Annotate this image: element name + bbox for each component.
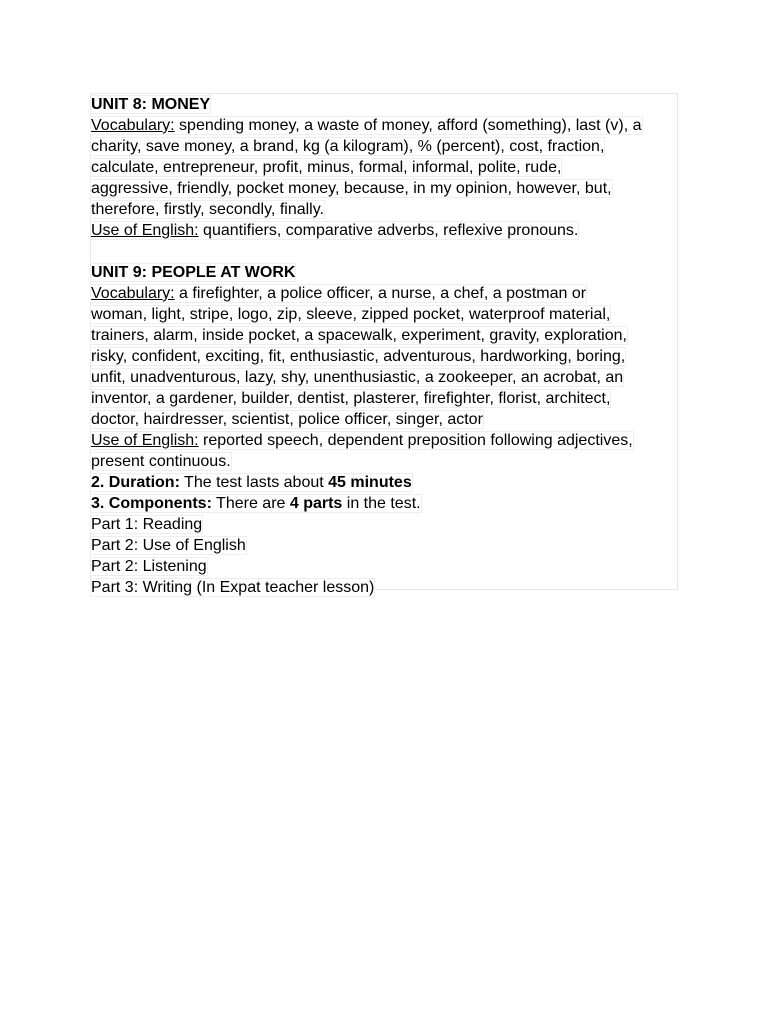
unit8-title: UNIT 8: MONEY — [91, 96, 211, 113]
unit8-vocab-text: aggressive, friendly, pocket money, because, in my opinion, however, but, — [91, 180, 612, 197]
unit9-vocab-line — [91, 346, 625, 367]
unit9-vocab-text: woman, light, stripe, logo, zip, sleeve, zipped pocket, waterproof material, — [91, 306, 611, 323]
part-item-text: Part 3: Writing (In Expat teacher lesson) — [91, 579, 375, 596]
components-text: There are — [211, 495, 290, 512]
unit9-vocab-line — [91, 304, 610, 325]
unit8-vocab-text: spending money, a waste of money, afford (something), last (v), a — [174, 117, 642, 134]
unit9-use-line — [91, 451, 231, 472]
unit9-vocab-text: doctor, hairdresser, scientist, police officer, singer, actor — [91, 411, 483, 428]
unit9-vocab-line — [91, 367, 623, 388]
unit9-vocab-line — [91, 388, 610, 409]
part-item-text: Part 2: Use of English — [91, 537, 246, 554]
unit8-vocab-text: calculate, entrepreneur, profit, minus, formal, informal, polite, rude, — [91, 159, 562, 176]
part-item — [91, 514, 202, 535]
unit9-use-text: present continuous. — [91, 453, 231, 470]
components-value: 4 parts — [289, 495, 343, 512]
unit9-use-text: reported speech, dependent preposition following adjectives, — [198, 432, 633, 449]
unit9-section — [91, 262, 295, 283]
unit9-vocab-text: unfit, unadventurous, lazy, shy, unenthusiastic, a zookeeper, an acrobat, an — [91, 369, 624, 386]
unit9-vocab-text: trainers, alarm, inside pocket, a spacewalk, experiment, gravity, exploration, — [91, 327, 627, 344]
unit8-vocab-text: therefore, firstly, secondly, finally. — [91, 201, 324, 218]
unit9-use-label: Use of English: — [91, 432, 199, 449]
unit8-vocab-line — [91, 199, 324, 220]
unit8-use-label: Use of English: — [91, 222, 199, 239]
part-item-text: Part 1: Reading — [91, 516, 203, 533]
document-page — [90, 93, 678, 596]
unit8-section — [91, 94, 210, 115]
part-item — [91, 535, 246, 556]
unit9-use-line — [91, 430, 633, 451]
unit9-vocab-line — [91, 409, 483, 430]
unit8-vocab-line — [91, 136, 604, 157]
unit9-vocab-text: risky, confident, exciting, fit, enthusiastic, adventurous, hardworking, boring, — [91, 348, 626, 365]
unit9-vocab-text: inventor, a gardener, builder, dentist, plasterer, firefighter, florist, architect, — [91, 390, 611, 407]
unit9-vocab-text: a firefighter, a police officer, a nurse, a chef, a postman or — [174, 285, 587, 302]
components-text: in the test. — [342, 495, 421, 512]
duration-value: 45 minutes — [328, 474, 412, 491]
unit8-vocab-line — [91, 157, 561, 178]
components-label: 3. Components: — [91, 495, 212, 512]
part-item — [91, 556, 207, 577]
unit8-vocab-text: charity, save money, a brand, kg (a kilogram), % (percent), cost, fraction, — [91, 138, 605, 155]
unit8-use-text: quantifiers, comparative adverbs, reflexive pronouns. — [198, 222, 579, 239]
unit9-vocab-label: Vocabulary: — [91, 285, 175, 302]
unit9-vocab-line — [91, 283, 586, 304]
duration-text: The test lasts about — [179, 474, 329, 491]
unit8-use-line — [91, 220, 578, 241]
unit8-vocab-line — [91, 178, 612, 199]
duration-line — [91, 472, 412, 493]
unit9-vocab-line — [91, 325, 627, 346]
unit8-vocab-label: Vocabulary: — [91, 117, 175, 134]
part-item-text: Part 2: Listening — [91, 558, 207, 575]
unit8-vocab-line — [91, 115, 642, 136]
duration-label: 2. Duration: — [91, 474, 180, 491]
components-line — [91, 493, 421, 514]
part-item — [91, 577, 374, 598]
unit9-title: UNIT 9: PEOPLE AT WORK — [91, 264, 296, 281]
